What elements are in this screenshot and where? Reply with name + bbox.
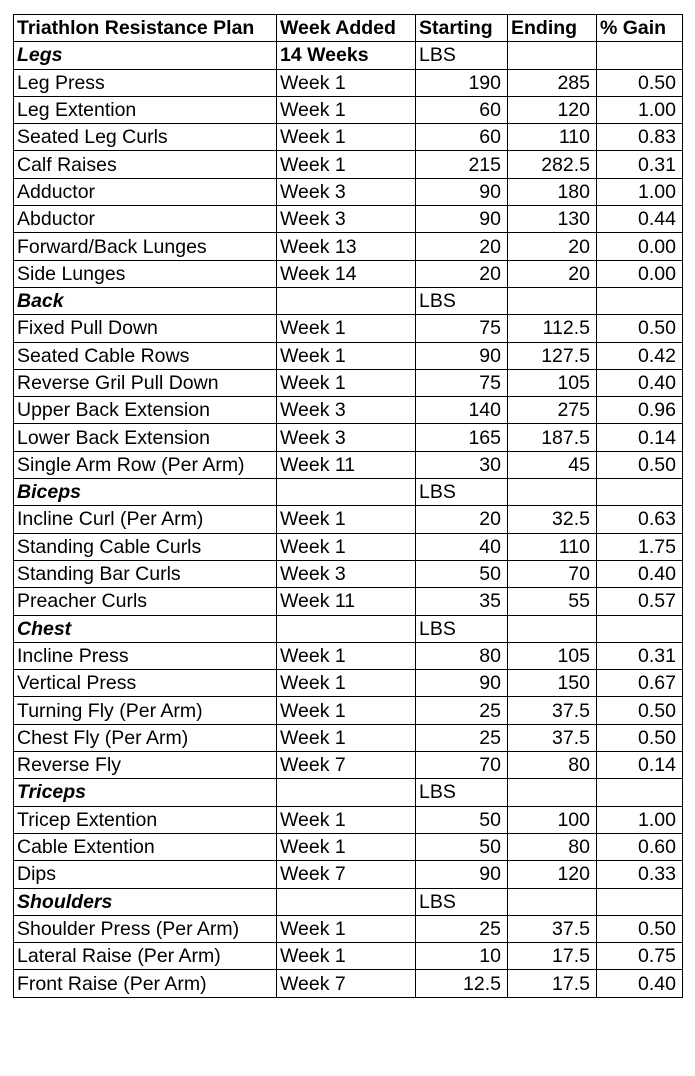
section-header-row [14, 779, 683, 806]
starting-weight: 90 [416, 670, 508, 697]
starting-weight: 60 [416, 124, 508, 151]
exercise-name: Chest Fly (Per Arm) [14, 724, 277, 751]
section-header-row [14, 287, 683, 314]
table-row [14, 915, 683, 942]
percent-gain: 0.50 [597, 724, 683, 751]
table-row [14, 588, 683, 615]
section-weeks [277, 779, 416, 806]
table-row [14, 369, 683, 396]
exercise-name: Leg Press [14, 69, 277, 96]
starting-weight: 90 [416, 342, 508, 369]
percent-gain: 0.83 [597, 124, 683, 151]
exercise-name: Fixed Pull Down [14, 315, 277, 342]
starting-weight: 90 [416, 861, 508, 888]
percent-gain: 0.50 [597, 315, 683, 342]
gain-header: % Gain [597, 15, 683, 42]
ending-weight: 100 [508, 806, 597, 833]
exercise-name: Adductor [14, 178, 277, 205]
percent-gain: 0.44 [597, 206, 683, 233]
table-row [14, 124, 683, 151]
table-row [14, 806, 683, 833]
table-row [14, 342, 683, 369]
starting-weight: 40 [416, 533, 508, 560]
week-added: Week 7 [277, 861, 416, 888]
starting-weight: 50 [416, 806, 508, 833]
ending-weight: 127.5 [508, 342, 597, 369]
week-added: Week 14 [277, 260, 416, 287]
empty-cell [597, 888, 683, 915]
table-row [14, 206, 683, 233]
week-added: Week 3 [277, 424, 416, 451]
section-header-row [14, 615, 683, 642]
starting-weight: 70 [416, 752, 508, 779]
ending-weight: 112.5 [508, 315, 597, 342]
percent-gain: 0.40 [597, 970, 683, 997]
section-title: Triceps [14, 779, 277, 806]
ending-weight: 37.5 [508, 724, 597, 751]
exercise-name: Seated Cable Rows [14, 342, 277, 369]
starting-weight: 75 [416, 369, 508, 396]
exercise-name: Lateral Raise (Per Arm) [14, 943, 277, 970]
section-title: Biceps [14, 479, 277, 506]
ending-weight: 80 [508, 752, 597, 779]
week-added: Week 1 [277, 124, 416, 151]
exercise-name: Incline Press [14, 642, 277, 669]
empty-cell [508, 287, 597, 314]
exercise-name: Side Lunges [14, 260, 277, 287]
section-title: Chest [14, 615, 277, 642]
week-added: Week 1 [277, 342, 416, 369]
week-added: Week 1 [277, 96, 416, 123]
table-row [14, 151, 683, 178]
table-row [14, 96, 683, 123]
ending-weight: 285 [508, 69, 597, 96]
ending-weight: 55 [508, 588, 597, 615]
percent-gain: 0.31 [597, 151, 683, 178]
table-row [14, 752, 683, 779]
starting-weight: 20 [416, 260, 508, 287]
table-row [14, 724, 683, 751]
table-row [14, 970, 683, 997]
percent-gain: 1.00 [597, 178, 683, 205]
exercise-name: Turning Fly (Per Arm) [14, 697, 277, 724]
week-added: Week 1 [277, 506, 416, 533]
ending-weight: 20 [508, 260, 597, 287]
percent-gain: 0.96 [597, 397, 683, 424]
section-weeks [277, 888, 416, 915]
percent-gain: 0.50 [597, 451, 683, 478]
ending-weight: 37.5 [508, 915, 597, 942]
week-added: Week 3 [277, 206, 416, 233]
section-weeks [277, 615, 416, 642]
percent-gain: 1.75 [597, 533, 683, 560]
percent-gain: 0.40 [597, 369, 683, 396]
ending-weight: 37.5 [508, 697, 597, 724]
starting-weight: 20 [416, 506, 508, 533]
table-row [14, 533, 683, 560]
table-row [14, 178, 683, 205]
empty-cell [508, 42, 597, 69]
week-added: Week 1 [277, 151, 416, 178]
ending-weight: 20 [508, 233, 597, 260]
section-header-row [14, 42, 683, 69]
table-row [14, 315, 683, 342]
starting-header: Starting [416, 15, 508, 42]
week-added: Week 13 [277, 233, 416, 260]
ending-weight: 120 [508, 96, 597, 123]
week-added: Week 1 [277, 315, 416, 342]
exercise-name: Dips [14, 861, 277, 888]
exercise-name: Single Arm Row (Per Arm) [14, 451, 277, 478]
starting-weight: 25 [416, 915, 508, 942]
percent-gain: 0.14 [597, 752, 683, 779]
exercise-name: Standing Bar Curls [14, 560, 277, 587]
empty-cell [508, 779, 597, 806]
week-added: Week 1 [277, 833, 416, 860]
ending-weight: 32.5 [508, 506, 597, 533]
section-title: Back [14, 287, 277, 314]
section-unit: LBS [416, 779, 508, 806]
starting-weight: 20 [416, 233, 508, 260]
percent-gain: 0.50 [597, 915, 683, 942]
table-row [14, 397, 683, 424]
table-row [14, 642, 683, 669]
exercise-name: Upper Back Extension [14, 397, 277, 424]
exercise-name: Calf Raises [14, 151, 277, 178]
section-title: Legs [14, 42, 277, 69]
starting-weight: 165 [416, 424, 508, 451]
empty-cell [597, 615, 683, 642]
section-weeks [277, 287, 416, 314]
week-added: Week 11 [277, 451, 416, 478]
exercise-name: Cable Extention [14, 833, 277, 860]
starting-weight: 25 [416, 697, 508, 724]
table-row [14, 697, 683, 724]
table-title: Triathlon Resistance Plan [14, 15, 277, 42]
week-added: Week 7 [277, 970, 416, 997]
exercise-name: Standing Cable Curls [14, 533, 277, 560]
ending-weight: 120 [508, 861, 597, 888]
week-added: Week 1 [277, 697, 416, 724]
percent-gain: 0.31 [597, 642, 683, 669]
ending-weight: 45 [508, 451, 597, 478]
ending-weight: 17.5 [508, 970, 597, 997]
starting-weight: 50 [416, 560, 508, 587]
ending-weight: 187.5 [508, 424, 597, 451]
percent-gain: 0.00 [597, 260, 683, 287]
section-header-row [14, 479, 683, 506]
week-added: Week 1 [277, 670, 416, 697]
percent-gain: 0.00 [597, 233, 683, 260]
starting-weight: 215 [416, 151, 508, 178]
section-unit: LBS [416, 479, 508, 506]
starting-weight: 10 [416, 943, 508, 970]
starting-weight: 30 [416, 451, 508, 478]
exercise-name: Reverse Gril Pull Down [14, 369, 277, 396]
exercise-name: Forward/Back Lunges [14, 233, 277, 260]
starting-weight: 90 [416, 178, 508, 205]
exercise-name: Reverse Fly [14, 752, 277, 779]
empty-cell [508, 888, 597, 915]
percent-gain: 0.40 [597, 560, 683, 587]
week-added: Week 3 [277, 397, 416, 424]
exercise-name: Front Raise (Per Arm) [14, 970, 277, 997]
section-unit: LBS [416, 888, 508, 915]
ending-weight: 130 [508, 206, 597, 233]
table-row [14, 943, 683, 970]
table-row [14, 506, 683, 533]
ending-weight: 105 [508, 369, 597, 396]
ending-weight: 110 [508, 124, 597, 151]
ending-weight: 150 [508, 670, 597, 697]
week-added: Week 1 [277, 533, 416, 560]
table-row [14, 560, 683, 587]
exercise-name: Leg Extention [14, 96, 277, 123]
starting-weight: 35 [416, 588, 508, 615]
exercise-name: Shoulder Press (Per Arm) [14, 915, 277, 942]
percent-gain: 0.57 [597, 588, 683, 615]
week-added: Week 1 [277, 806, 416, 833]
section-unit: LBS [416, 42, 508, 69]
ending-weight: 180 [508, 178, 597, 205]
starting-weight: 140 [416, 397, 508, 424]
section-weeks [277, 479, 416, 506]
starting-weight: 190 [416, 69, 508, 96]
percent-gain: 0.75 [597, 943, 683, 970]
exercise-name: Preacher Curls [14, 588, 277, 615]
starting-weight: 80 [416, 642, 508, 669]
exercise-name: Tricep Extention [14, 806, 277, 833]
ending-weight: 275 [508, 397, 597, 424]
section-unit: LBS [416, 287, 508, 314]
ending-weight: 17.5 [508, 943, 597, 970]
table-row [14, 233, 683, 260]
ending-weight: 105 [508, 642, 597, 669]
week-added: Week 1 [277, 642, 416, 669]
starting-weight: 12.5 [416, 970, 508, 997]
week-added: Week 1 [277, 943, 416, 970]
ending-weight: 110 [508, 533, 597, 560]
table-row [14, 260, 683, 287]
table-row [14, 69, 683, 96]
percent-gain: 0.50 [597, 697, 683, 724]
header-row [14, 15, 683, 42]
resistance-plan-table [13, 14, 683, 998]
week-added: Week 1 [277, 69, 416, 96]
starting-weight: 25 [416, 724, 508, 751]
table-row [14, 424, 683, 451]
table-row [14, 670, 683, 697]
week-added: Week 1 [277, 915, 416, 942]
ending-weight: 70 [508, 560, 597, 587]
percent-gain: 0.42 [597, 342, 683, 369]
exercise-name: Lower Back Extension [14, 424, 277, 451]
week-added: Week 3 [277, 178, 416, 205]
exercise-name: Seated Leg Curls [14, 124, 277, 151]
section-header-row [14, 888, 683, 915]
table-row [14, 833, 683, 860]
percent-gain: 0.63 [597, 506, 683, 533]
table-row [14, 451, 683, 478]
percent-gain: 1.00 [597, 806, 683, 833]
starting-weight: 75 [416, 315, 508, 342]
empty-cell [597, 479, 683, 506]
percent-gain: 0.50 [597, 69, 683, 96]
exercise-name: Vertical Press [14, 670, 277, 697]
ending-weight: 80 [508, 833, 597, 860]
week-added: Week 1 [277, 724, 416, 751]
exercise-name: Incline Curl (Per Arm) [14, 506, 277, 533]
percent-gain: 0.67 [597, 670, 683, 697]
percent-gain: 1.00 [597, 96, 683, 123]
week-added: Week 7 [277, 752, 416, 779]
week-added: Week 11 [277, 588, 416, 615]
empty-cell [597, 42, 683, 69]
ending-weight: 282.5 [508, 151, 597, 178]
week-added: Week 1 [277, 369, 416, 396]
section-weeks: 14 Weeks [277, 42, 416, 69]
section-title: Shoulders [14, 888, 277, 915]
starting-weight: 90 [416, 206, 508, 233]
empty-cell [597, 287, 683, 314]
percent-gain: 0.60 [597, 833, 683, 860]
starting-weight: 50 [416, 833, 508, 860]
empty-cell [508, 479, 597, 506]
empty-cell [597, 779, 683, 806]
starting-weight: 60 [416, 96, 508, 123]
week-added-header: Week Added [277, 15, 416, 42]
empty-cell [508, 615, 597, 642]
percent-gain: 0.14 [597, 424, 683, 451]
ending-header: Ending [508, 15, 597, 42]
week-added: Week 3 [277, 560, 416, 587]
table-row [14, 861, 683, 888]
section-unit: LBS [416, 615, 508, 642]
exercise-name: Abductor [14, 206, 277, 233]
percent-gain: 0.33 [597, 861, 683, 888]
